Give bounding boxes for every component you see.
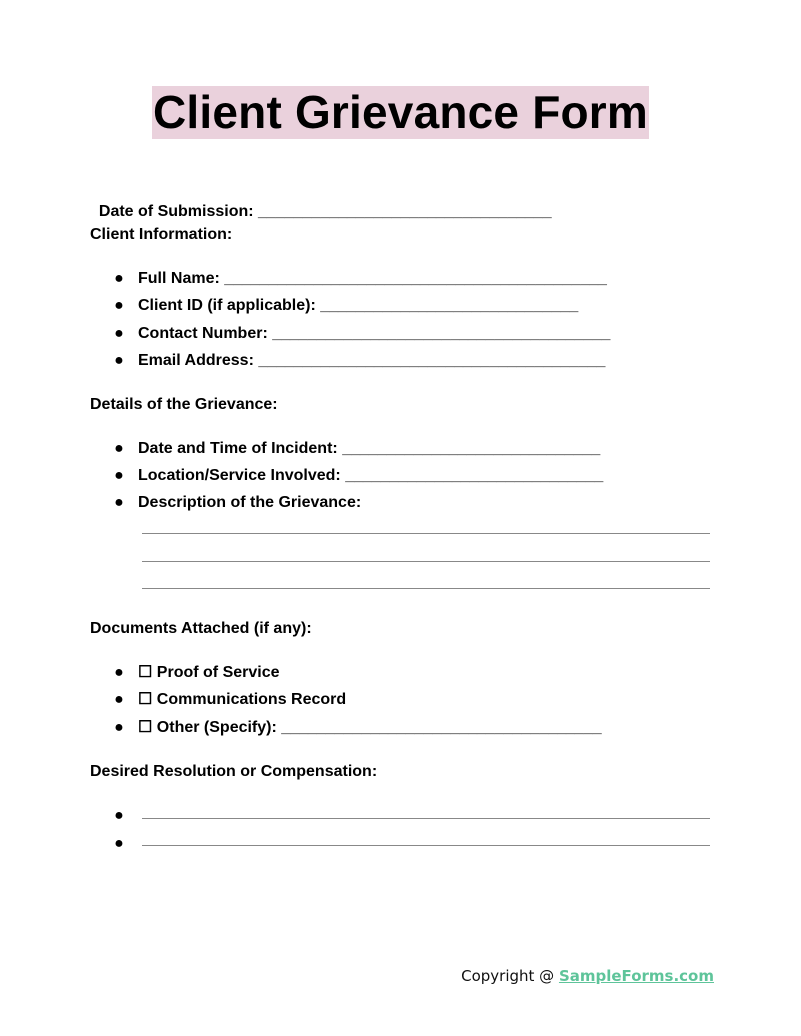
client-id-label: Client ID (if applicable): (138, 297, 316, 314)
incident-datetime-blank[interactable]: _____________________________ (342, 440, 601, 457)
proof-of-service-label: Proof of Service (156, 664, 280, 681)
resolution-line-1[interactable] (142, 818, 710, 819)
sampleforms-link[interactable]: SampleForms.com (558, 967, 714, 985)
contact-number-label: Contact Number: (138, 325, 268, 342)
date-of-submission-label: Date of Submission: (98, 203, 254, 220)
copyright-text: Copyright @ (461, 967, 559, 985)
date-of-submission-blank[interactable]: _________________________________ (258, 203, 552, 220)
bullet-icon: ● (114, 440, 124, 457)
full-name-blank[interactable]: ___________________________________________ (224, 270, 607, 287)
bullet-icon: ● (114, 719, 124, 736)
documents-heading: Documents Attached (if any): (90, 620, 312, 637)
bullet-icon: ● (114, 467, 124, 484)
bullet-icon: ● (114, 691, 124, 708)
bullet-icon: ● (114, 297, 124, 314)
description-line-3[interactable] (142, 588, 710, 589)
checkbox-icon[interactable]: ☐ (138, 719, 153, 736)
bullet-icon: ● (114, 270, 124, 287)
checkbox-icon[interactable]: ☐ (138, 664, 153, 681)
communications-record-label: Communications Record (156, 691, 347, 708)
full-name-label: Full Name: (138, 270, 220, 287)
footer-copyright (461, 966, 714, 986)
bullet-icon: ● (114, 807, 124, 824)
client-id-blank[interactable]: _____________________________ (320, 297, 579, 314)
bullet-icon: ● (114, 494, 124, 511)
resolution-heading: Desired Resolution or Compensation: (90, 763, 378, 780)
bullet-icon: ● (114, 664, 124, 681)
resolution-line-2[interactable] (142, 845, 710, 846)
contact-number-blank[interactable]: ______________________________________ (272, 325, 611, 342)
date-of-submission-field[interactable] (90, 182, 552, 222)
email-address-label: Email Address: (138, 352, 254, 369)
checkbox-icon[interactable]: ☐ (138, 691, 153, 708)
bullet-icon: ● (114, 325, 124, 342)
bullet-icon: ● (114, 352, 124, 369)
location-service-label: Location/Service Involved: (138, 467, 341, 484)
bullet-icon: ● (114, 835, 124, 852)
other-specify-label: Other (Specify): (156, 719, 277, 736)
location-service-blank[interactable]: _____________________________ (345, 467, 604, 484)
client-info-heading: Client Information: (90, 226, 233, 243)
title-wrapper (0, 86, 801, 139)
page-title: Client Grievance Form (152, 86, 649, 138)
description-line-1[interactable] (142, 533, 710, 534)
email-address-blank[interactable]: _______________________________________ (258, 352, 606, 369)
grievance-details-heading: Details of the Grievance: (90, 396, 278, 413)
other-specify-blank[interactable]: ____________________________________ (281, 719, 602, 736)
description-line-2[interactable] (142, 561, 710, 562)
description-label: Description of the Grievance: (138, 494, 362, 511)
incident-datetime-label: Date and Time of Incident: (138, 440, 338, 457)
